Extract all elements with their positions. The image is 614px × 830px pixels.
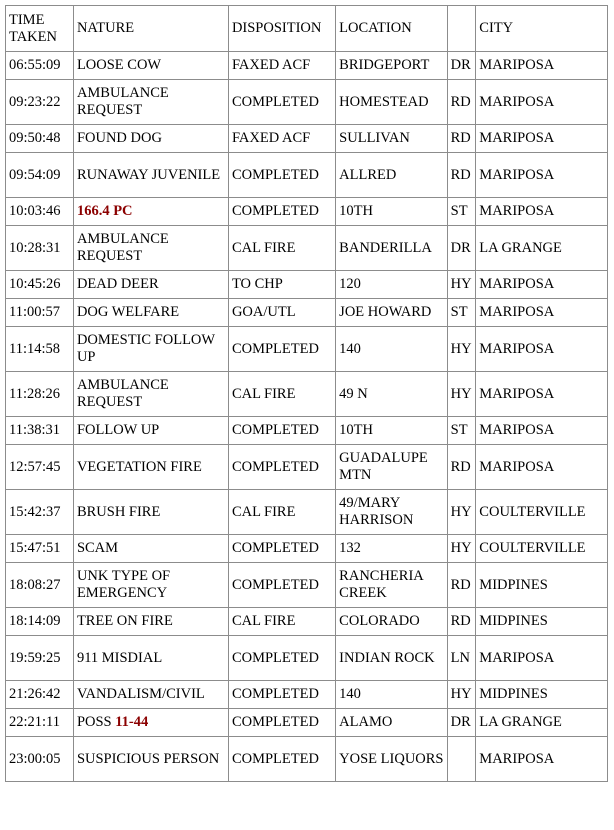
cell-street-type: HY: [447, 681, 476, 709]
table-row: [6, 563, 608, 608]
table-header: [6, 6, 608, 52]
cell-nature: [73, 198, 228, 226]
highlighted-code: 166.4 PC: [76, 203, 133, 219]
cell-city: MIDPINES: [476, 563, 608, 608]
cell-time: 15:47:51: [6, 535, 74, 563]
cell-time: 10:45:26: [6, 271, 74, 299]
cell-nature: 911 MISDIAL: [73, 636, 228, 681]
cell-city: MARIPOSA: [476, 52, 608, 80]
cell-disposition: COMPLETED: [228, 535, 335, 563]
cell-street-type: [447, 737, 476, 782]
cell-city: MARIPOSA: [476, 299, 608, 327]
cell-location: 120: [336, 271, 447, 299]
cell-disposition: COMPLETED: [228, 636, 335, 681]
cell-nature: DEAD DEER: [73, 271, 228, 299]
cell-location: 140: [336, 681, 447, 709]
table-row: [6, 490, 608, 535]
cell-street-type: RD: [447, 445, 476, 490]
cell-time: 10:28:31: [6, 226, 74, 271]
cell-disposition: COMPLETED: [228, 709, 335, 737]
table-row: [6, 327, 608, 372]
table-row: [6, 535, 608, 563]
table-row: [6, 153, 608, 198]
cell-nature: POSS 11-44: [73, 709, 228, 737]
cell-street-type: RD: [447, 153, 476, 198]
table-row: [6, 226, 608, 271]
header-location: LOCATION: [336, 6, 447, 52]
cell-time: 09:54:09: [6, 153, 74, 198]
cell-time: 09:23:22: [6, 80, 74, 125]
cell-time: 09:50:48: [6, 125, 74, 153]
cell-nature: BRUSH FIRE: [73, 490, 228, 535]
dispatch-log-table: [5, 5, 608, 782]
cell-city: COULTERVILLE: [476, 490, 608, 535]
cell-time: 06:55:09: [6, 52, 74, 80]
cell-nature: DOMESTIC FOLLOW UP: [73, 327, 228, 372]
table-row: [6, 271, 608, 299]
cell-location: RANCHERIA CREEK: [336, 563, 447, 608]
cell-city: MARIPOSA: [476, 372, 608, 417]
cell-nature: AMBULANCE REQUEST: [73, 372, 228, 417]
cell-nature: AMBULANCE REQUEST: [73, 80, 228, 125]
cell-time: 12:57:45: [6, 445, 74, 490]
cell-disposition: COMPLETED: [228, 445, 335, 490]
cell-nature: TREE ON FIRE: [73, 608, 228, 636]
cell-location: ALLRED: [336, 153, 447, 198]
cell-disposition: TO CHP: [228, 271, 335, 299]
cell-time: 18:08:27: [6, 563, 74, 608]
cell-disposition: CAL FIRE: [228, 490, 335, 535]
cell-location: SULLIVAN: [336, 125, 447, 153]
cell-time: 11:14:58: [6, 327, 74, 372]
cell-city: MARIPOSA: [476, 198, 608, 226]
cell-time: 11:38:31: [6, 417, 74, 445]
cell-disposition: COMPLETED: [228, 198, 335, 226]
header-time-taken: TIME TAKEN: [6, 6, 74, 52]
cell-street-type: RD: [447, 608, 476, 636]
header-disposition: DISPOSITION: [228, 6, 335, 52]
cell-street-type: DR: [447, 52, 476, 80]
header-street-type: [447, 6, 476, 52]
cell-city: MARIPOSA: [476, 327, 608, 372]
cell-street-type: RD: [447, 125, 476, 153]
cell-time: 11:00:57: [6, 299, 74, 327]
table-row: [6, 52, 608, 80]
header-nature: NATURE: [73, 6, 228, 52]
cell-nature: AMBULANCE REQUEST: [73, 226, 228, 271]
cell-location: BANDERILLA: [336, 226, 447, 271]
cell-location: 140: [336, 327, 447, 372]
cell-location: INDIAN ROCK: [336, 636, 447, 681]
table-row: [6, 737, 608, 782]
cell-nature: DOG WELFARE: [73, 299, 228, 327]
table-row: [6, 709, 608, 737]
cell-time: 10:03:46: [6, 198, 74, 226]
table-row: [6, 372, 608, 417]
cell-time: 23:00:05: [6, 737, 74, 782]
cell-time: 11:28:26: [6, 372, 74, 417]
cell-location: BRIDGEPORT: [336, 52, 447, 80]
table-body: [6, 52, 608, 782]
cell-street-type: ST: [447, 198, 476, 226]
cell-location: 132: [336, 535, 447, 563]
cell-time: 18:14:09: [6, 608, 74, 636]
cell-city: MARIPOSA: [476, 636, 608, 681]
cell-nature: FOLLOW UP: [73, 417, 228, 445]
header-city: CITY: [476, 6, 608, 52]
cell-nature: SUSPICIOUS PERSON: [73, 737, 228, 782]
table-row: [6, 608, 608, 636]
table-row: [6, 198, 608, 226]
cell-disposition: COMPLETED: [228, 80, 335, 125]
cell-location: 10TH: [336, 198, 447, 226]
cell-disposition: COMPLETED: [228, 417, 335, 445]
cell-location: JOE HOWARD: [336, 299, 447, 327]
cell-street-type: HY: [447, 490, 476, 535]
cell-time: 21:26:42: [6, 681, 74, 709]
highlighted-code: 11-44: [115, 714, 149, 730]
table-row: [6, 636, 608, 681]
cell-street-type: DR: [447, 709, 476, 737]
cell-street-type: ST: [447, 299, 476, 327]
cell-location: YOSE LIQUORS: [336, 737, 447, 782]
cell-street-type: DR: [447, 226, 476, 271]
cell-location: HOMESTEAD: [336, 80, 447, 125]
cell-location: COLORADO: [336, 608, 447, 636]
cell-nature: RUNAWAY JUVENILE: [73, 153, 228, 198]
cell-disposition: COMPLETED: [228, 563, 335, 608]
cell-disposition: FAXED ACF: [228, 52, 335, 80]
cell-disposition: CAL FIRE: [228, 226, 335, 271]
cell-disposition: CAL FIRE: [228, 372, 335, 417]
table-row: [6, 445, 608, 490]
header-row: [6, 6, 608, 52]
cell-location: GUADALUPE MTN: [336, 445, 447, 490]
cell-location: 49/MARY HARRISON: [336, 490, 447, 535]
cell-street-type: LN: [447, 636, 476, 681]
cell-city: LA GRANGE: [476, 709, 608, 737]
cell-city: COULTERVILLE: [476, 535, 608, 563]
cell-disposition: COMPLETED: [228, 737, 335, 782]
cell-street-type: HY: [447, 372, 476, 417]
cell-street-type: RD: [447, 563, 476, 608]
cell-disposition: COMPLETED: [228, 153, 335, 198]
cell-nature: VANDALISM/CIVIL: [73, 681, 228, 709]
table-row: [6, 299, 608, 327]
cell-location: 10TH: [336, 417, 447, 445]
cell-city: MARIPOSA: [476, 737, 608, 782]
cell-street-type: HY: [447, 271, 476, 299]
cell-city: MARIPOSA: [476, 445, 608, 490]
cell-city: MIDPINES: [476, 681, 608, 709]
cell-location: 49 N: [336, 372, 447, 417]
cell-time: 22:21:11: [6, 709, 74, 737]
cell-city: MARIPOSA: [476, 271, 608, 299]
cell-disposition: GOA/UTL: [228, 299, 335, 327]
cell-nature: VEGETATION FIRE: [73, 445, 228, 490]
cell-disposition: CAL FIRE: [228, 608, 335, 636]
cell-city: LA GRANGE: [476, 226, 608, 271]
cell-street-type: HY: [447, 535, 476, 563]
cell-street-type: RD: [447, 80, 476, 125]
table-row: [6, 417, 608, 445]
cell-time: 19:59:25: [6, 636, 74, 681]
cell-disposition: COMPLETED: [228, 681, 335, 709]
cell-street-type: HY: [447, 327, 476, 372]
cell-nature: FOUND DOG: [73, 125, 228, 153]
cell-city: MARIPOSA: [476, 153, 608, 198]
table-row: [6, 80, 608, 125]
cell-city: MIDPINES: [476, 608, 608, 636]
cell-nature: UNK TYPE OF EMERGENCY: [73, 563, 228, 608]
cell-disposition: COMPLETED: [228, 327, 335, 372]
table-row: [6, 681, 608, 709]
cell-city: MARIPOSA: [476, 125, 608, 153]
cell-location: ALAMO: [336, 709, 447, 737]
cell-nature: LOOSE COW: [73, 52, 228, 80]
cell-disposition: FAXED ACF: [228, 125, 335, 153]
table-row: [6, 125, 608, 153]
cell-city: MARIPOSA: [476, 80, 608, 125]
cell-street-type: ST: [447, 417, 476, 445]
cell-city: MARIPOSA: [476, 417, 608, 445]
cell-time: 15:42:37: [6, 490, 74, 535]
cell-nature: SCAM: [73, 535, 228, 563]
